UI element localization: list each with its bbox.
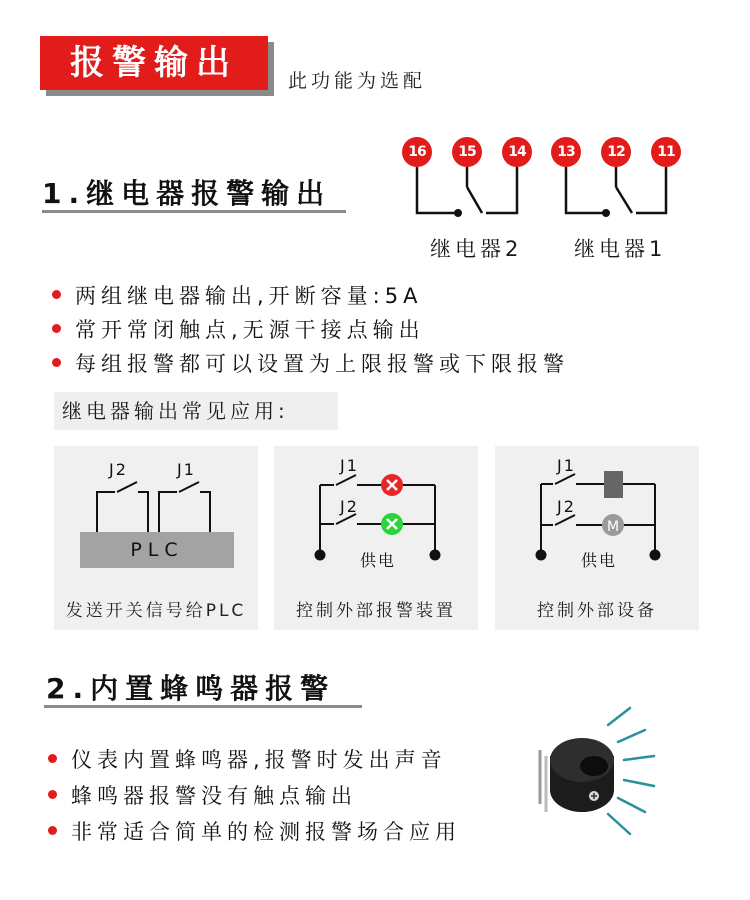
section2-bullet: 蜂鸣器报警没有触点输出 [48,780,357,810]
plc-switch-diagram [54,446,258,546]
switch-label-j2: J2 [557,497,576,516]
card-caption: 发送开关信号给PLC [65,601,247,621]
terminal-11: 11 [651,137,681,167]
section1-bullet: 两组继电器输出,开断容量:5A [52,280,422,310]
applications-title: 继电器输出常见应用: [54,392,338,430]
motor-symbol: M [607,519,620,535]
section1-bullet: 常开常闭触点,无源干接点输出 [52,314,425,344]
card-caption: 控制外部报警装置 [296,601,456,621]
terminal-16: 16 [402,137,432,167]
relay-wiring-diagram [400,165,690,225]
terminal-13: 13 [551,137,581,167]
section2-title: 2.内置蜂鸣器报警 [46,672,336,705]
terminal-14: 14 [502,137,532,167]
relay1-label: 继电器1 [574,237,667,261]
switch-label-j2: J2 [340,497,359,516]
card-caption: 控制外部设备 [537,601,657,621]
relay2-label: 继电器2 [430,237,523,261]
load-device-icon [604,471,623,498]
switch-label-j1: J1 [340,456,359,475]
section2-bullet: 非常适合简单的检测报警场合应用 [48,816,461,846]
buzzer-illustration [520,700,670,850]
alarm-switch-diagram [274,446,478,576]
header-title: 报警输出 [40,36,268,90]
sound-waves [608,708,654,834]
terminal-15: 15 [452,137,482,167]
power-label: 供电 [581,551,618,570]
device-switch-diagram [495,446,699,576]
bullet-dot [48,826,57,835]
power-label: 供电 [360,551,397,570]
section2-bullet: 仪表内置蜂鸣器,报警时发出声音 [48,744,447,774]
section2-underline [44,705,362,708]
bullet-dot [48,790,57,799]
switch-label-j2: J2 [109,460,128,479]
bullet-dot [52,358,61,367]
bullet-dot [48,754,57,763]
plc-box: PLC [80,532,234,568]
bullet-dot [52,324,61,333]
switch-label-j1: J1 [557,456,576,475]
section1-title: 1.继电器报警输出 [42,177,332,210]
switch-label-j1: J1 [177,460,196,479]
section1-underline [42,210,346,213]
bullet-dot [52,290,61,299]
terminal-12: 12 [601,137,631,167]
header-subtitle: 此功能为选配 [288,70,427,92]
section1-bullet: 每组报警都可以设置为上限报警或下限报警 [52,348,569,378]
